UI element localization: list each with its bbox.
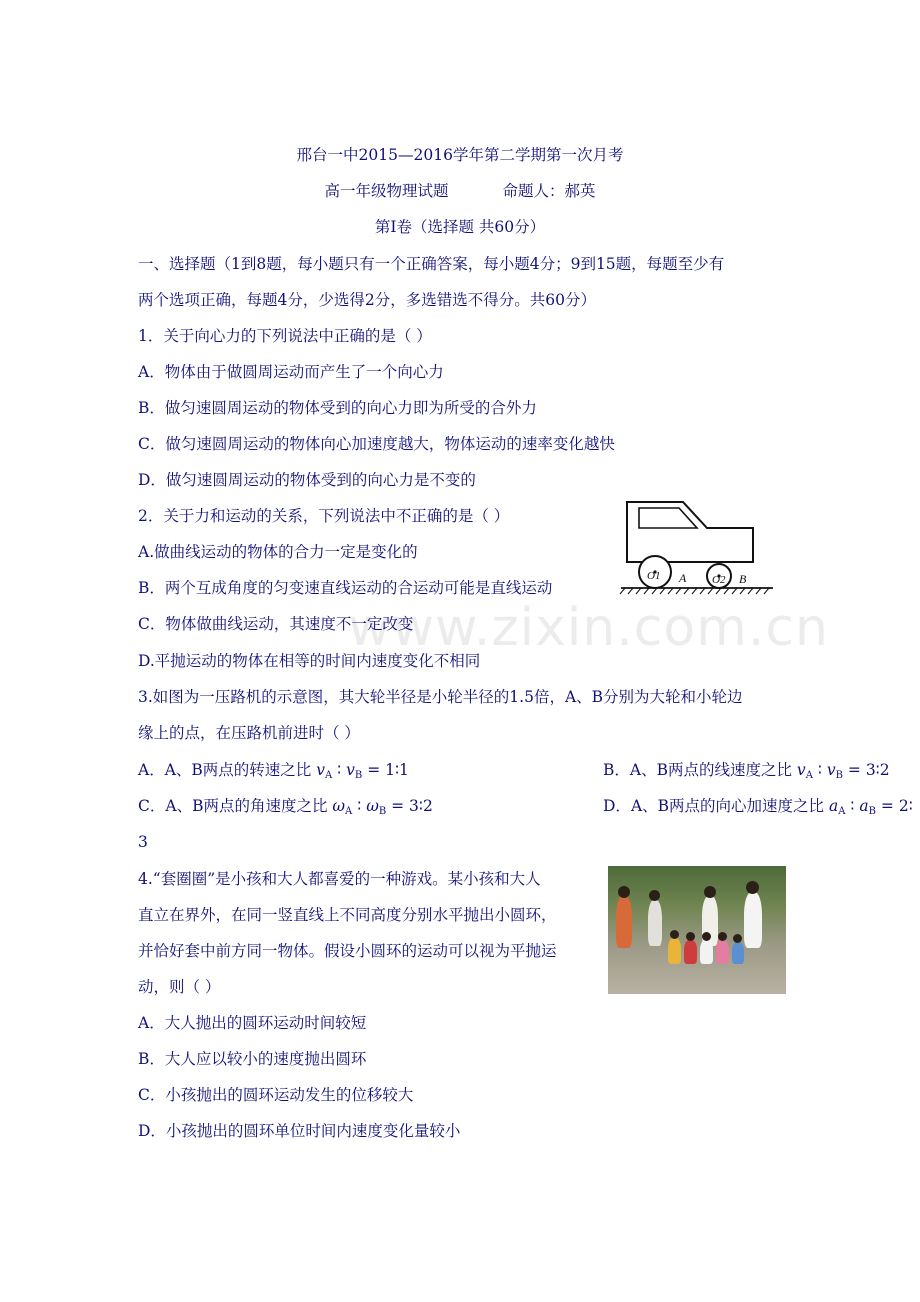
q1-option-d: D．做匀速圆周运动的物体受到的向心力是不变的: [138, 471, 476, 489]
q4-stem-4: 动，则（ ）: [138, 978, 221, 996]
q1-stem: 1．关于向心力的下列说法中正确的是（ ）: [138, 327, 432, 345]
section-instructions-1: 一、选择题（1到8题，每小题只有一个正确答案，每小题4分；9到15题，每题至少有: [138, 255, 725, 273]
ring-toss-photo: [608, 866, 786, 994]
label-o1: O1: [647, 570, 661, 582]
q1-option-b: B．做匀速圆周运动的物体受到的向心力即为所受的合外力: [138, 399, 537, 417]
q4-option-a: A．大人抛出的圆环运动时间较短: [138, 1014, 367, 1032]
q3-options-cd: [138, 796, 913, 822]
q4-stem-2: 直立在界外，在同一竖直线上不同高度分别水平抛出小圆环，: [138, 906, 557, 924]
q3-option-d-wrap: 3: [138, 833, 148, 851]
q3-stem-1: 3.如图为一压路机的示意图，其大轮半径是小轮半径的1.5倍，A、B分别为大轮和小轮边: [138, 688, 743, 706]
q1-option-a: A．物体由于做圆周运动而产生了一个向心力: [138, 363, 444, 381]
q4-stem-1: 4.“套圈圈”是小孩和大人都喜爱的一种游戏。某小孩和大人: [138, 870, 541, 888]
exam-title: 邢台一中2015—2016学年第二学期第一次月考: [296, 146, 624, 164]
q2-stem: 2．关于力和运动的关系，下列说法中不正确的是（ ）: [138, 507, 510, 525]
q4-option-d: D．小孩抛出的圆环单位时间内速度变化量较小: [138, 1122, 461, 1140]
watermark: www.zixin.com.cn: [348, 598, 829, 658]
roller-window: [639, 508, 697, 528]
exam-subtitle-row: [0, 181, 920, 201]
label-b: B: [739, 572, 747, 586]
q3-option-c: C．A、B两点的角速度之比 $\omega_A$ ∶ $\omega_B$ = 3∶2: [138, 797, 433, 817]
q2-option-d: D.平抛运动的物体在相等的时间内速度变化不相同: [138, 652, 481, 670]
section-instructions-2: 两个选项正确，每题4分，少选得2分，多选错选不得分。共60分）: [138, 291, 596, 309]
exam-subtitle: 高一年级物理试题: [324, 182, 449, 200]
q2-option-c: C．物体做曲线运动，其速度不一定改变: [138, 615, 414, 633]
volume-heading: 第I卷（选择题 共60分）: [374, 218, 546, 236]
q4-stem-3: 并恰好套中前方同一物体。假设小圆环的运动可以视为平抛运: [138, 942, 557, 960]
q2-option-a: A.做曲线运动的物体的合力一定是变化的: [138, 543, 418, 561]
q3-option-b: B．A、B两点的线速度之比 $v_A$ ∶ $v_B$ = 3∶2: [603, 761, 890, 781]
q3-option-a: A．A、B两点的转速之比 $v_A$ ∶ $v_B$ = 1∶1: [138, 761, 409, 781]
road-roller-figure: [615, 494, 775, 604]
q3-option-d: D．A、B两点的向心加速度之比 $a_A$ ∶ $a_B$ = 2∶: [603, 797, 913, 817]
q4-option-b: B．大人应以较小的速度抛出圆环: [138, 1050, 367, 1068]
q3-stem-2: 缘上的点，在压路机前进时（ ）: [138, 724, 360, 742]
label-a: A: [679, 571, 687, 585]
q3-options-ab: [138, 760, 890, 786]
exam-author: 命题人：郝英: [502, 182, 596, 200]
ground-hatch: [620, 588, 769, 594]
q2-option-b: B．两个互成角度的匀变速直线运动的合运动可能是直线运动: [138, 579, 553, 597]
roller-body-outline: [627, 502, 753, 562]
label-o2: O2: [712, 574, 726, 586]
q4-option-c: C．小孩抛出的圆环运动发生的位移较大: [138, 1086, 414, 1104]
q1-option-c: C．做匀速圆周运动的物体向心加速度越大，物体运动的速率变化越快: [138, 435, 615, 453]
